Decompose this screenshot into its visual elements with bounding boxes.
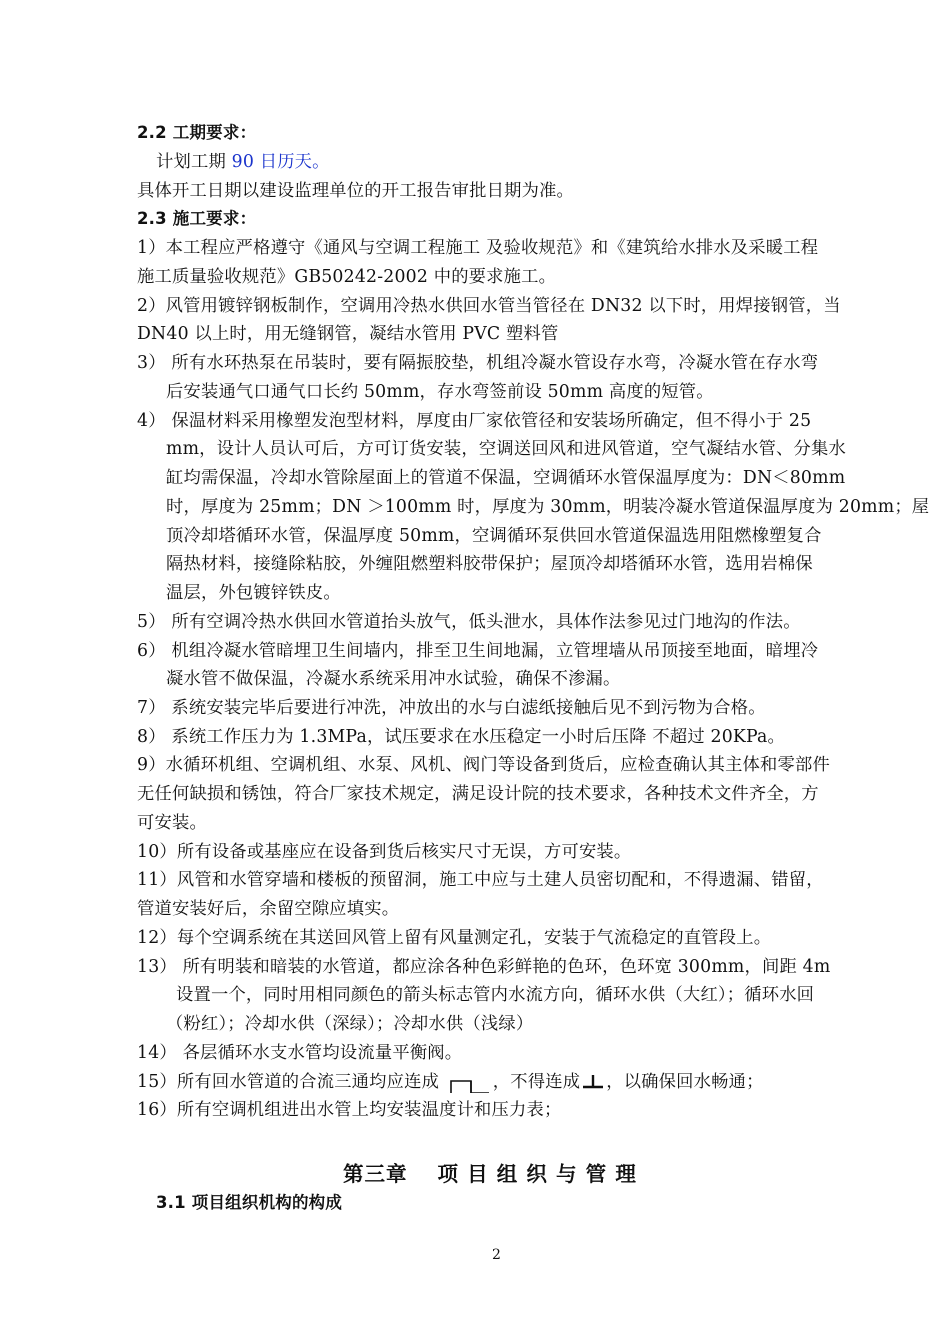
chapter-label: 第三章 <box>343 1162 408 1186</box>
item-16-line-1: 16）所有空调机组进出水管上均安装温度计和压力表； <box>137 1100 562 1120</box>
section-2-3-title: 2.3 施工要求： <box>137 209 257 228</box>
planned-duration-label: 计划工期 <box>156 152 232 172</box>
item-11-line-2: 管道安装好后，余留空隙应填实。 <box>137 899 400 919</box>
item-4-line-1: 4） 保温材料采用橡塑发泡型材料，厚度由厂家依管径和安装场所确定，但不得小于 25 <box>137 411 812 431</box>
item-4-line-7: 温层，外包镀锌铁皮。 <box>166 583 341 603</box>
item-1-line-1: 1）本工程应严格遵守《通风与空调工程施工 及验收规范》和《建筑给水排水及采暖工程 <box>137 238 819 258</box>
item-1-line-2: 施工质量验收规范》GB50242-2002 中的要求施工。 <box>137 267 557 287</box>
section-3-1-title: 3.1 项目组织机构的构成 <box>156 1193 343 1212</box>
item-2-line-1: 2）风管用镀锌钢板制作，空调用冷热水供回水管当管径在 DN32 以下时，用焊接钢管，当 <box>137 296 841 316</box>
chapter-title: 项 目 组 织 与 管 理 <box>437 1162 637 1186</box>
correct-tee-connection-icon <box>447 1073 491 1093</box>
item-4-line-6: 隔热材料，接缝除粘胶，外缠阻燃塑料胶带保护；屋顶冷却塔循环水管，选用岩棉保 <box>166 554 813 574</box>
item-14-line-1: 14） 各层循环水支水管均设流量平衡阀。 <box>137 1043 463 1063</box>
item-13-line-2: 设置一个，同时用相同颜色的箭头标志管内水流方向，循环水供（大红）；循环水回 <box>176 985 815 1005</box>
chapter-3-heading <box>343 1157 637 1187</box>
item-3-line-1: 3） 所有水环热泵在吊装时，要有隔振胶垫，机组冷凝水管设存水弯，冷凝水管在存水弯 <box>137 353 819 373</box>
planned-duration-value: 90 日历天。 <box>231 152 330 172</box>
item-12-line-1: 12）每个空调系统在其送回风管上留有风量测定孔，安装于气流稳定的直管段上。 <box>137 928 772 948</box>
incorrect-tee-connection-icon <box>582 1073 604 1093</box>
item-11-line-1: 11）风管和水管穿墙和楼板的预留洞，施工中应与土建人员密切配和，不得遗漏、错留， <box>137 870 824 890</box>
item-9-line-2: 无任何缺损和锈蚀，符合厂家技术规定，满足设计院的技术要求，各种技术文件齐全，方 <box>137 784 819 804</box>
item-9-line-1: 9）水循环机组、空调机组、水泵、风机、阀门等设备到货后，应检查确认其主体和零部件 <box>137 755 830 775</box>
item-4-line-4: 时，厚度为 25mm；DN ＞100mm 时，厚度为 30mm，明装冷凝水管道保温厚度为 20mm；屋 <box>166 497 930 517</box>
section-2-2-title: 2.2 工期要求： <box>137 123 257 142</box>
item-15-text-c: ，以确保回水畅通； <box>606 1072 764 1092</box>
item-6-line-2: 凝水管不做保温，冷凝水系统采用冲水试验，确保不渗漏。 <box>166 669 621 689</box>
item-4-line-3: 缸均需保温，冷却水管除屋面上的管道不保温，空调循环水管保温厚度为：DN＜80mm <box>166 468 846 488</box>
start-date-note: 具体开工日期以建设监理单位的开工报告审批日期为准。 <box>137 181 575 201</box>
item-3-line-2: 后安装通气口通气口长约 50mm，存水弯签前设 50mm 高度的短管。 <box>166 382 714 402</box>
planned-duration <box>156 151 330 173</box>
item-4-line-5: 顶冷却塔循环水管，保温厚度 50mm，空调循环泵供回水管道保温选用阻燃橡塑复合 <box>166 526 822 546</box>
item-2-line-2: DN40 以上时，用无缝钢管，凝结水管用 PVC 塑料管 <box>137 324 559 344</box>
item-4-line-2: mm，设计人员认可后，方可订货安装，空调送回风和进风管道，空气凝结水管、分集水 <box>166 439 846 459</box>
item-5-line-1: 5） 所有空调冷热水供回水管道抬头放气，低头泄水，具体作法参见过门地沟的作法。 <box>137 612 801 632</box>
item-7-line-1: 7） 系统安装完毕后要进行冲洗，冲放出的水与白滤纸接触后见不到污物为合格。 <box>137 698 766 718</box>
item-8-line-1: 8） 系统工作压力为 1.3MPa，试压要求在水压稳定一小时后压降 不超过 20KPa。 <box>137 727 786 747</box>
item-10-line-1: 10）所有设备或基座应在设备到货后核实尺寸无误，方可安装。 <box>137 842 632 862</box>
item-15-text-a: 15）所有回水管道的合流三通均应连成 <box>137 1072 440 1092</box>
page-number: 2 <box>492 1247 501 1263</box>
item-9-line-3: 可安装。 <box>137 813 207 833</box>
item-6-line-1: 6） 机组冷凝水管暗埋卫生间墙内，排至卫生间地漏，立管埋墙从吊顶接至地面，暗埋冷 <box>137 641 819 661</box>
item-13-line-1: 13） 所有明装和暗装的水管道，都应涂各种色彩鲜艳的色环，色环宽 300mm，间距 4m <box>137 957 831 977</box>
item-15-line-1 <box>137 1071 764 1093</box>
item-13-line-3: （粉红）；冷却水供（深绿）；冷却水供（浅绿） <box>166 1014 534 1034</box>
item-15-text-b: ，不得连成 <box>492 1072 581 1092</box>
